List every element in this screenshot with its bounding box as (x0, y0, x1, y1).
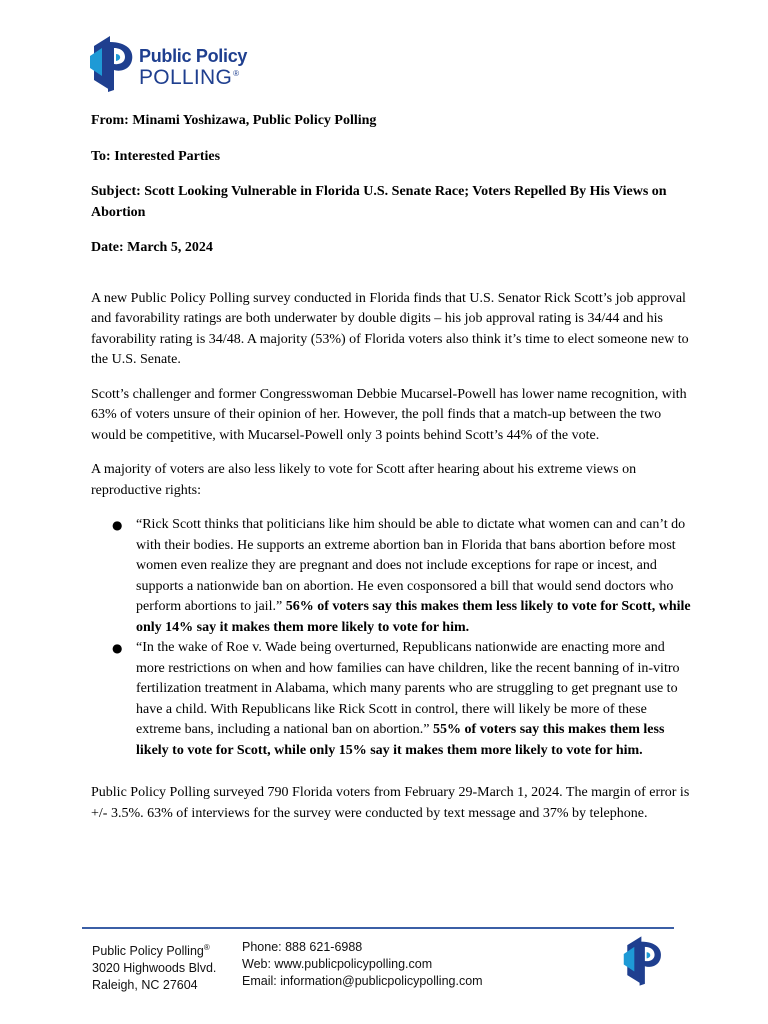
memo-from: From: Minami Yoshizawa, Public Policy Polling (91, 113, 377, 128)
ppp-logo-icon (88, 34, 138, 94)
memo-date: Date: March 5, 2024 (91, 240, 213, 255)
footer-registered-mark: ® (203, 943, 210, 952)
ppp-logo (88, 34, 258, 94)
footer-org: Public Policy Polling® (92, 943, 210, 959)
logo-registered-mark: ® (233, 69, 240, 78)
memo-body (91, 111, 691, 838)
footer-divider (82, 927, 674, 929)
list-item (136, 515, 691, 638)
list-item (136, 638, 691, 761)
footer-email: Email: information@publicpolicypolling.com (242, 974, 483, 988)
paragraph-challenger: Scott’s challenger and former Congresswoman Debbie Mucarsel-Powell has lower name recognition, with 63% of voters unsure of their opinion of her. However, the poll finds that a match-up between the two would be competitive, with Mucarsel-Powell only 3 points behind Scott’s 44% of the vote. (91, 386, 687, 443)
ppp-footer-logo-icon (622, 934, 666, 988)
footer-address (92, 939, 216, 994)
memo-to: To: Interested Parties (91, 148, 221, 164)
footer-address-line2: Raleigh, NC 27604 (92, 978, 198, 993)
bullet-result: 56% of voters say this makes them less likely to vote for Scott, while only 14% say it makes them more likely to vote for him. (136, 599, 691, 635)
message-test-list (91, 515, 691, 761)
bullet-quote: “Rick Scott thinks that politicians like him should be able to dictate what women can and can’t do with their bodies. He supports an extreme abortion ban in Florida that bans abortion before most women even realize they are pregnant and does not include exceptions for rape or incest, and supports a nationwide ban on abortion. He even cosponsored a bill that would send doctors who perform abortions to jail.” (136, 517, 686, 614)
footer-phone: Phone: 888 621-6988 (242, 940, 363, 954)
footer-web: Web: www.publicpolicypolling.com (242, 957, 433, 971)
paragraph-reproductive-rights: A majority of voters are also less likely to vote for Scott after hearing about his extreme views on reproductive rights: (91, 462, 637, 498)
logo-text-line2: POLLING® (139, 66, 240, 89)
paragraph-methodology: Public Policy Polling surveyed 790 Florida voters from February 29-March 1, 2024. The margin of error is +/- 3.5%. 63% of interviews for the survey were conducted by text message and 37% by telephone. (91, 785, 690, 821)
bullet-quote: “In the wake of Roe v. Wade being overturned, Republicans nationwide are enacting more and more restrictions on when and how families can have children, like the recent banning of in-vitro fertilization treatment in Alabama, which many parents who are struggling to get pregnant use to have a child. With Republicans like Rick Scott in control, there will likely be more of these extreme bans, including a national ban on abortion.” (136, 640, 680, 737)
footer-contact (242, 939, 483, 990)
logo-text-line1: Public Policy (139, 46, 248, 66)
paragraph-job-approval: A new Public Policy Polling survey conducted in Florida finds that U.S. Senator Rick Scott’s job approval and favorability ratings are both underwater by double digits – his job approval rating is 34/44 and his favorability rating is 34/48. A majority (53%) of Florida voters also think it’s time to elect someone new to the U.S. Senate. (91, 290, 689, 367)
footer-address-line1: 3020 Highwoods Blvd. (92, 961, 217, 976)
bullet-result: 55% of voters say this makes them less likely to vote for Scott, while only 15% say it makes them more likely to vote for him. (136, 722, 665, 758)
memo-subject: Subject: Scott Looking Vulnerable in Florida U.S. Senate Race; Voters Repelled By His Views on Abortion (91, 184, 667, 220)
